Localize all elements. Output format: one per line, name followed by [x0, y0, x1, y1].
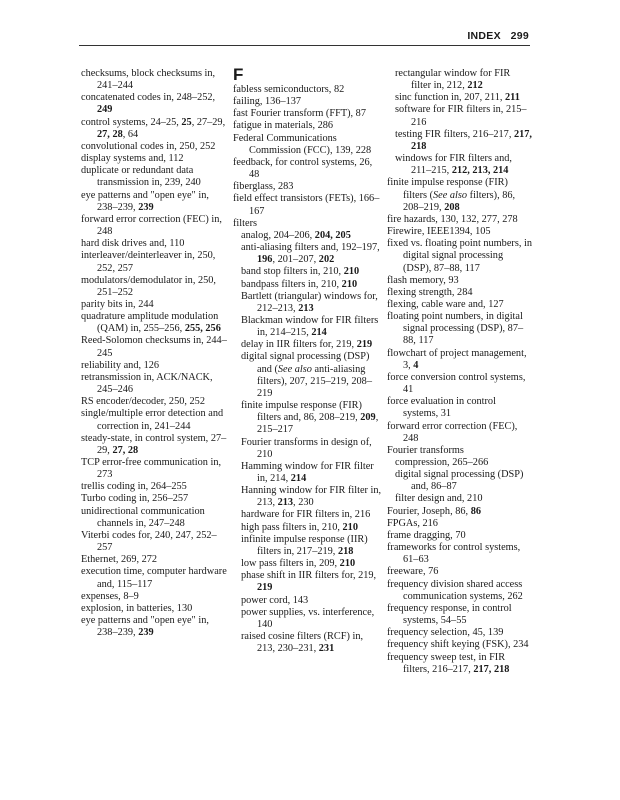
page-ref-bold: 239: [138, 201, 154, 213]
entry-text: phase shift in IIR filters for, 219,: [241, 570, 377, 582]
section-letter: F: [233, 65, 244, 84]
entry-text: duplicate or redundant data transmission in, 239, 240: [81, 165, 201, 189]
entry-text: checksums, block checksums in, 241–244: [81, 68, 216, 92]
index-entry: [81, 165, 231, 189]
entry-text: analog, 204–206,: [241, 229, 315, 241]
index-subentry: [233, 461, 383, 485]
entry-text: Fourier, Joseph, 86,: [387, 505, 471, 517]
entry-text: digital signal processing (DSP) and (: [241, 351, 370, 375]
index-subentry: [233, 230, 383, 242]
index-entry: [233, 218, 383, 230]
entry-text: anti-aliasing filters and, 192–197,: [241, 242, 380, 254]
entry-text: fiberglass, 283: [233, 181, 294, 193]
index-entry: [81, 615, 231, 639]
index-entry: [81, 396, 231, 408]
entry-text: frequency shift keying (FSK), 234: [387, 639, 529, 651]
index-subentry: [233, 315, 383, 339]
entry-text: unidirectional communication channels in, 247–248: [81, 505, 205, 529]
index-entry: [81, 603, 231, 615]
index-entry: [387, 518, 532, 530]
index-entry: [387, 214, 532, 226]
page-ref-bold: 86: [470, 505, 481, 517]
entry-text: eye patterns and "open eye" in, 238–239,: [81, 189, 209, 213]
entry-text: quadrature amplitude modulation (QAM) in, 255–256,: [81, 311, 219, 335]
index-subentry: [387, 457, 532, 469]
index-subentry: [233, 595, 383, 607]
entry-text: software for FIR filters in, 215–216: [395, 104, 527, 128]
entry-text: fire hazards, 130, 132, 277, 278: [387, 213, 518, 225]
entry-text: sinc function in, 207, 211,: [395, 92, 506, 104]
page-ref-bold: 204, 205: [314, 229, 351, 241]
entry-text: TCP error-free communication in, 273: [81, 457, 222, 481]
index-entry: [233, 133, 383, 157]
index-entry: [81, 68, 231, 92]
page-ref-bold: 214: [290, 473, 307, 484]
entry-text: display systems and, 112: [81, 153, 184, 165]
page-ref-bold: 208: [444, 201, 460, 213]
entry-text: parity bits in, 244: [81, 298, 154, 310]
index-entry: [233, 96, 383, 108]
entry-text: high pass filters in, 210,: [241, 521, 343, 533]
entry-text: fatigue in materials, 286: [233, 120, 334, 132]
index-entry: [233, 84, 383, 96]
index-entry: [81, 554, 231, 566]
index-subentry: [387, 68, 532, 92]
entry-text: concatenated codes in, 248–252,: [81, 92, 216, 104]
index-entry: [387, 579, 532, 603]
index-entry: [81, 457, 231, 481]
entry-text: Hanning window for FIR filter in, 213,: [241, 485, 382, 509]
index-subentry: [233, 437, 383, 461]
index-subentry: [233, 607, 383, 631]
index-column-3: [387, 68, 532, 676]
entry-text: explosion, in batteries, 130: [81, 602, 193, 614]
index-entry: [81, 408, 231, 432]
index-subentry: [233, 558, 383, 570]
index-subentry: [233, 400, 383, 436]
page-ref-bold: 213: [277, 497, 294, 509]
entry-text: Reed-Solomon checksums in, 244–245: [81, 335, 227, 359]
entry-text: , 64: [122, 128, 139, 140]
entry-text: RS encoder/decoder, 250, 252: [81, 396, 205, 408]
index-entry: [81, 372, 231, 396]
index-entry: [81, 530, 231, 554]
index-entry: [387, 421, 532, 445]
page-ref-bold: 212: [467, 80, 483, 92]
index-entry: [387, 445, 532, 457]
index-entry: [233, 120, 383, 132]
index-entry: [387, 652, 532, 676]
entry-text: digital signal processing (DSP) and, 86–87: [395, 469, 524, 493]
entry-text: Federal Communications Commission (FCC), 139, 228: [233, 132, 372, 156]
index-entry: [387, 542, 532, 566]
index-entry: [387, 396, 532, 420]
entry-text: expenses, 8–9: [81, 590, 139, 602]
index-subentry: [233, 631, 383, 655]
index-subentry: [233, 485, 383, 509]
index-entry: [387, 311, 532, 347]
index-column-2: [233, 65, 383, 655]
entry-text: compression, 265–266: [395, 457, 489, 468]
entry-text: control systems, 24–25,: [81, 116, 182, 128]
index-entry: [81, 214, 231, 238]
entry-text: finite impulse response (FIR) filters and, 86, 208–219,: [241, 400, 362, 424]
entry-text: feedback, for control systems, 26, 48: [233, 156, 373, 181]
index-entry: [81, 506, 231, 530]
index-subentry: [233, 534, 383, 558]
index-subentry: [387, 104, 532, 128]
index-entry: [387, 299, 532, 311]
entry-text: , 201–207,: [272, 254, 319, 266]
page-ref-bold: 213: [298, 302, 314, 314]
index-entry: [387, 639, 532, 651]
entry-text: frequency response, in control systems, 54–55: [387, 602, 512, 627]
index-entry: [81, 190, 231, 214]
index-entry: [387, 603, 532, 627]
entry-text: FPGAs, 216: [387, 517, 438, 529]
entry-text: Turbo coding in, 256–257: [81, 493, 189, 505]
entry-text: testing FIR filters, 216–217,: [395, 128, 514, 140]
running-header: [79, 30, 529, 44]
entry-text: , 230: [293, 497, 314, 509]
page-ref-bold: 196: [257, 254, 273, 266]
page-ref-bold: 210: [343, 266, 360, 278]
entry-text: Ethernet, 269, 272: [81, 554, 158, 566]
index-subentry: [233, 570, 383, 594]
index-entry: [387, 177, 532, 213]
entry-text: fast Fourier transform (FFT), 87: [233, 108, 366, 120]
entry-text: force evaluation in control systems, 31: [387, 396, 496, 420]
entry-text: finite impulse response (FIR) filters (: [387, 177, 508, 201]
index-entry: [233, 193, 383, 217]
see-also: See also: [433, 189, 468, 201]
index-subentry: [387, 129, 532, 153]
page-ref-bold: 217, 218: [411, 128, 533, 152]
index-subentry: [387, 469, 532, 493]
index-entry: [81, 335, 231, 359]
index-subentry: [233, 522, 383, 534]
entry-text: reliability and, 126: [81, 359, 160, 371]
entry-text: frequency sweep test, in FIR filters, 216–217,: [387, 651, 506, 675]
entry-text: Fourier transforms: [387, 444, 464, 456]
entry-text: steady-state, in control system, 27–29,: [81, 432, 227, 456]
index-subentry: [387, 493, 532, 505]
page-ref-bold: 25: [181, 116, 192, 128]
index-entry: [387, 287, 532, 299]
header-rule: [79, 45, 530, 46]
index-subentry: [233, 279, 383, 291]
page-ref-bold: 211: [505, 92, 520, 104]
index-subentry: [233, 242, 383, 266]
entry-text: filter design and, 210: [395, 493, 483, 505]
see-also: See also: [277, 363, 312, 375]
entry-text: flash memory, 93: [387, 274, 459, 286]
index-entry: [81, 481, 231, 493]
page-ref-bold: 255, 256: [184, 323, 221, 335]
page-ref-bold: 202: [318, 254, 335, 266]
entry-text: frameworks for control systems, 61–63: [387, 542, 521, 566]
entry-text: hardware for FIR filters in, 216: [241, 509, 371, 521]
entry-text: bandpass filters in, 210,: [241, 278, 342, 290]
index-subentry: [387, 92, 532, 104]
page-ref-bold: 209: [360, 412, 376, 424]
entry-text: , 215–217: [257, 412, 379, 436]
page-ref-bold: 27, 28: [112, 444, 139, 456]
entry-text: force conversion control systems, 41: [387, 371, 526, 396]
entry-text: delay in IIR filters for, 219,: [241, 339, 357, 351]
index-entry: [233, 181, 383, 193]
index-entry: [81, 117, 231, 141]
index-entry: [233, 108, 383, 120]
entry-text: frame dragging, 70: [387, 529, 466, 541]
index-entry: [81, 591, 231, 603]
entry-text: Hamming window for FIR filter in, 214,: [241, 460, 374, 484]
index-subentry: [233, 351, 383, 400]
entry-text: retransmission in, ACK/NACK, 245–246: [81, 371, 213, 396]
index-entry: [81, 275, 231, 299]
page-ref-bold: 219: [257, 582, 273, 594]
entry-text: forward error correction (FEC) in, 248: [81, 213, 222, 238]
index-entry: [81, 360, 231, 372]
index-entry: [81, 493, 231, 505]
entry-text: frequency division shared access communication systems, 262: [387, 578, 523, 602]
entry-text: failing, 136–137: [233, 96, 302, 108]
entry-text: Fourier transforms in design of, 210: [241, 436, 372, 460]
index-entry: [387, 238, 532, 274]
index-subentry: [233, 266, 383, 278]
entry-text: infinite impulse response (IIR) filters in, 217–219,: [241, 533, 368, 557]
index-entry: [81, 153, 231, 165]
entry-text: single/multiple error detection and correction in, 241–244: [81, 408, 224, 432]
index-entry: [387, 530, 532, 542]
entry-text: trellis coding in, 264–255: [81, 481, 187, 493]
index-entry: [81, 311, 231, 335]
entry-text: field effect transistors (FETs), 166–167: [233, 193, 380, 217]
index-subentry: [233, 509, 383, 521]
index-entry: [233, 157, 383, 181]
entry-text: Firewire, IEEE1394, 105: [387, 226, 491, 238]
page-ref-bold: 210: [342, 521, 358, 533]
entry-text: frequency selection, 45, 139: [387, 627, 504, 639]
entry-text: flexing, cable ware and, 127: [387, 298, 504, 310]
entry-text: rectangular window for FIR filter in, 212,: [395, 68, 511, 92]
page-ref-bold: 210: [341, 278, 358, 290]
page-ref-bold: 218: [337, 545, 354, 557]
entry-text: filters), 86, 208–219,: [403, 189, 516, 213]
entry-text: band stop filters in, 210,: [241, 266, 344, 278]
entry-text: forward error correction (FEC), 248: [387, 420, 518, 444]
entry-text: filters: [233, 217, 258, 229]
entry-text: hard disk drives and, 110: [81, 238, 185, 250]
entry-text: fixed vs. floating point numbers, in digital signal processing (DSP), 87–88, 117: [387, 238, 532, 274]
index-entry: [387, 275, 532, 287]
page-ref-bold: 231: [318, 643, 335, 655]
index-subentry: [233, 291, 383, 315]
index-entry: [81, 238, 231, 250]
entry-text: , 27–29,: [191, 116, 226, 128]
index-entry: [81, 141, 231, 153]
entry-text: modulators/demodulator in, 250, 251–252: [81, 274, 216, 298]
entry-text: anti-aliasing filters), 207, 215–219, 208–219: [257, 363, 372, 399]
index-entry: [387, 348, 532, 372]
page-ref-bold: 217, 218: [473, 663, 510, 675]
page-ref-bold: 212, 213, 214: [451, 165, 509, 177]
index-entry: [387, 506, 532, 518]
entry-text: power supplies, vs. interference, 140: [241, 606, 375, 630]
entry-text: convolutional codes in, 250, 252: [81, 140, 216, 152]
entry-text: Viterbi codes for, 240, 247, 252–257: [81, 529, 217, 554]
page-ref-bold: 27, 28: [97, 128, 123, 140]
page-ref-bold: 4: [413, 359, 419, 371]
entry-text: flowchart of project management, 3,: [387, 347, 527, 371]
page-ref-bold: 210: [339, 558, 356, 570]
entry-text: raised cosine filters (RCF) in, 213, 230–231,: [241, 631, 364, 655]
index-entry: [81, 299, 231, 311]
entry-text: Blackman window for FIR filters in, 214–215,: [241, 314, 379, 339]
entry-text: windows for FIR filters and, 211–215,: [395, 153, 512, 177]
index-subentry: [233, 339, 383, 351]
entry-text: low pass filters in, 209,: [241, 558, 340, 570]
index-entry: [387, 372, 532, 396]
page-ref-bold: 249: [97, 104, 113, 116]
index-entry: [81, 566, 231, 590]
entry-text: freeware, 76: [387, 566, 439, 578]
entry-text: eye patterns and "open eye" in, 238–239,: [81, 615, 209, 639]
entry-text: fabless semiconductors, 82: [233, 84, 345, 95]
page-ref-bold: 239: [138, 627, 154, 639]
index-entry: [81, 250, 231, 274]
index-entry: [81, 92, 231, 116]
page-ref-bold: 214: [311, 327, 327, 339]
index-entry: [81, 433, 231, 457]
entry-text: execution time, computer hardware and, 115–117: [81, 566, 227, 590]
index-entry: [387, 627, 532, 639]
index-column-1: [81, 68, 231, 639]
page-ref-bold: 219: [356, 339, 373, 351]
page-header-title: INDEX 299: [467, 30, 529, 42]
index-entry: [387, 226, 532, 238]
index-subentry: [387, 153, 532, 177]
index-entry: [387, 566, 532, 578]
entry-text: floating point numbers, in digital signal processing (DSP), 87–88, 117: [387, 311, 524, 347]
entry-text: interleaver/deinterleaver in, 250, 252, 257: [81, 250, 216, 274]
entry-text: power cord, 143: [241, 594, 309, 606]
entry-text: Bartlett (triangular) windows for, 212–213,: [241, 290, 378, 314]
entry-text: flexing strength, 284: [387, 286, 473, 298]
